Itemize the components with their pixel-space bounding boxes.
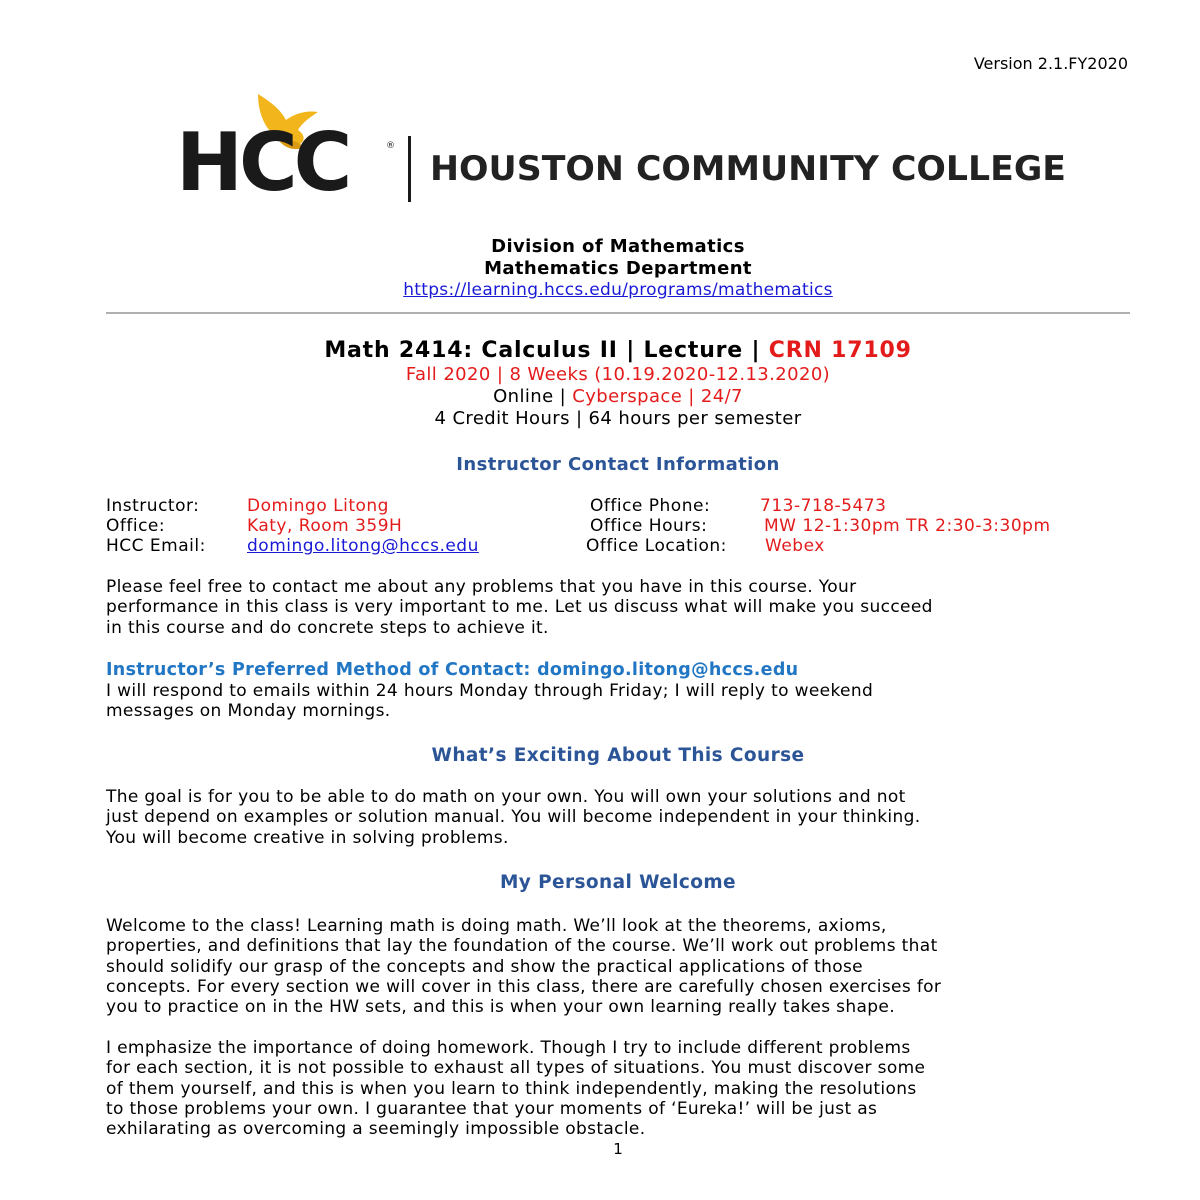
division-title: Division of Mathematics	[491, 236, 745, 257]
welcome-line: concepts. For every section we will cover in this class, there are carefully chosen exercises for	[106, 976, 942, 997]
instructor-name: Domingo Litong	[247, 496, 389, 516]
exciting-line: You will become creative in solving problems.	[106, 827, 509, 848]
welcome-line: Welcome to the class! Learning math is doing math. We’ll look at the theorems, axioms,	[106, 916, 887, 936]
course-term: Fall 2020 | 8 Weeks (10.19.2020-12.13.2020)	[405, 364, 831, 385]
welcome-line: exhilarating as overcoming a seemingly impossible obstacle.	[106, 1119, 646, 1140]
welcome-heading: My Personal Welcome	[499, 872, 737, 893]
department-url-link[interactable]: https://learning.hccs.edu/programs/mathematics	[403, 280, 833, 300]
exciting-line: The goal is for you to be able to do math on your own. You will own your solutions and not	[106, 787, 906, 807]
welcome-line: should solidify our grasp of the concepts and show the practical applications of those	[106, 956, 863, 977]
college-name: HOUSTON COMMUNITY COLLEGE	[430, 149, 1066, 188]
welcome-line: properties, and definitions that lay the foundation of the course. We’ll work out problems that	[106, 936, 938, 957]
instructor-label: Instructor:	[106, 496, 200, 516]
logo-mark-text: HCC	[176, 116, 349, 204]
exciting-heading: What’s Exciting About This Course	[431, 745, 805, 766]
header-divider	[106, 312, 1130, 314]
department-title: Mathematics Department	[484, 258, 752, 279]
intro-line: Please feel free to contact me about any problems that you have in this course. Your	[106, 577, 857, 597]
office-hours-label: Office Hours:	[590, 516, 708, 536]
course-mode	[106, 386, 1130, 407]
intro-paragraph	[106, 577, 1136, 638]
page-number: 1	[613, 1140, 623, 1158]
office-phone-label: Office Phone:	[590, 496, 711, 516]
office-value: Katy, Room 359H	[247, 516, 403, 536]
welcome-line: for each section, it is not possible to exhaust all types of situations. You must discover some	[106, 1058, 926, 1079]
delivery-mode: Online |	[493, 386, 573, 407]
welcome-line: to those problems your own. I guarantee that your moments of ‘Eureka!’ will be just as	[106, 1098, 878, 1119]
credit-hours: 4 Credit Hours | 64 hours per semester	[434, 408, 802, 429]
version-label: Version 2.1.FY2020	[973, 54, 1128, 73]
course-location: Cyberspace | 24/7	[572, 386, 743, 407]
office-location-label: Office Location:	[586, 536, 727, 556]
intro-line: in this course and do concrete steps to achieve it.	[106, 617, 549, 638]
preferred-contact-line: I will respond to emails within 24 hours Monday through Friday; I will reply to weekend	[106, 681, 874, 701]
exciting-paragraph	[106, 787, 1136, 848]
crn-number: CRN 17109	[768, 338, 912, 363]
welcome-line: I emphasize the importance of doing homework. Though I try to include different problems	[106, 1038, 911, 1058]
preferred-contact-paragraph	[106, 681, 1136, 722]
email-label: HCC Email:	[106, 536, 206, 556]
svg-text:®: ®	[386, 141, 395, 151]
welcome-line: you to practice on in the HW sets, and this is when your own learning really takes shape.	[106, 997, 895, 1018]
course-title	[106, 338, 1130, 363]
logo-separator	[408, 136, 411, 202]
instructor-email-link[interactable]: domingo.litong@hccs.edu	[247, 536, 479, 556]
office-phone-value: 713-718-5473	[760, 496, 887, 516]
welcome-paragraph-2	[106, 1038, 1136, 1139]
course-name: Math 2414: Calculus II | Lecture |	[324, 338, 769, 363]
intro-line: performance in this class is very important to me. Let us discuss what will make you succeed	[106, 597, 933, 618]
hcc-logo	[176, 92, 1076, 204]
welcome-paragraph-1	[106, 916, 1136, 1017]
office-location-value: Webex	[765, 536, 825, 556]
office-hours-value: MW 12-1:30pm TR 2:30-3:30pm	[764, 516, 1051, 536]
exciting-line: just depend on examples or solution manual. You will become independent in your thinking.	[106, 807, 921, 828]
welcome-line: of them yourself, and this is when you learn to think independently, making the resolutions	[106, 1078, 917, 1099]
preferred-contact-line: messages on Monday mornings.	[106, 701, 391, 722]
preferred-contact-heading: Instructor’s Preferred Method of Contact: domingo.litong@hccs.edu	[106, 660, 799, 680]
office-label: Office:	[106, 516, 166, 536]
instructor-contact-heading: Instructor Contact Information	[456, 454, 780, 475]
